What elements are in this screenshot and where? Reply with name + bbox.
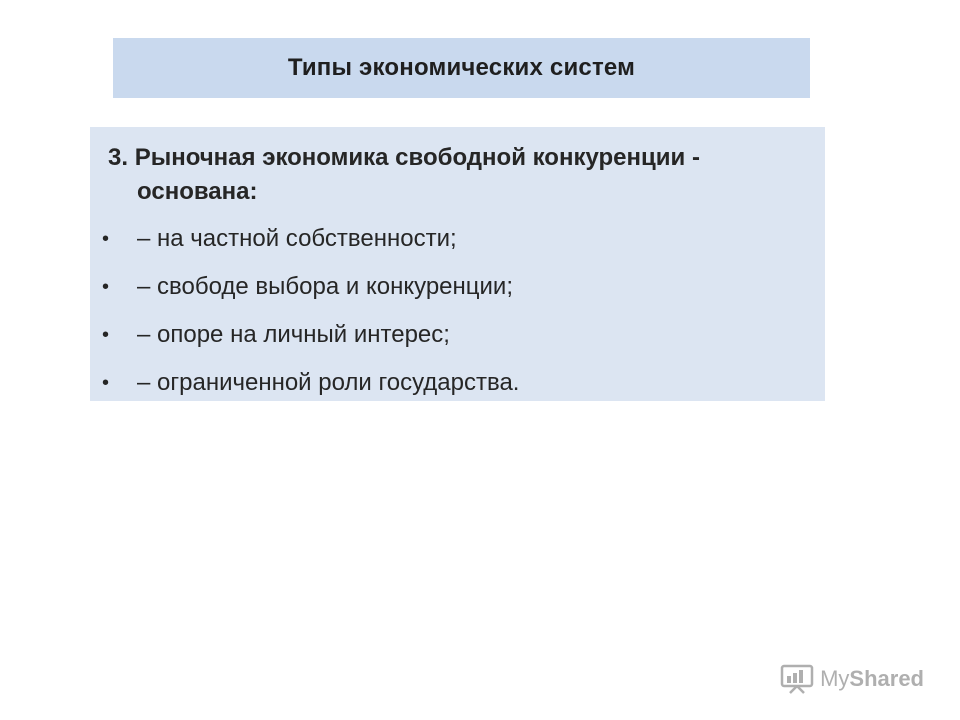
content-heading (108, 141, 815, 209)
list-item-text: – ограниченной роли государства. (137, 369, 520, 396)
bullet-dot-icon: • (102, 228, 110, 250)
watermark-brand-light: My (820, 666, 850, 691)
list-item (102, 215, 815, 263)
bullet-dot-icon: • (102, 324, 110, 346)
heading-line-1: Рыночная экономика свободной конкуренции - (134, 144, 700, 171)
list-item (102, 359, 815, 407)
heading-line-2: основана: (137, 178, 258, 205)
list-item-text: – опоре на личный интерес; (137, 321, 450, 348)
watermark-text (820, 666, 924, 692)
list-item (102, 311, 815, 359)
bullet-dot-icon: • (102, 276, 110, 298)
content-box (90, 127, 825, 401)
slide-title: Типы экономических систем (287, 54, 636, 81)
list-item-text: – свободе выбора и конкуренции; (137, 273, 514, 300)
heading-number: 3. (108, 144, 129, 171)
slide-title-box (113, 38, 810, 98)
bullet-list (102, 215, 815, 407)
bullet-dot-icon: • (102, 372, 110, 394)
presentation-board-icon (780, 664, 814, 694)
myshared-watermark (780, 664, 924, 694)
list-item (102, 263, 815, 311)
list-item-text: – на частной собственности; (137, 225, 457, 252)
watermark-brand-bold: Shared (849, 666, 924, 691)
